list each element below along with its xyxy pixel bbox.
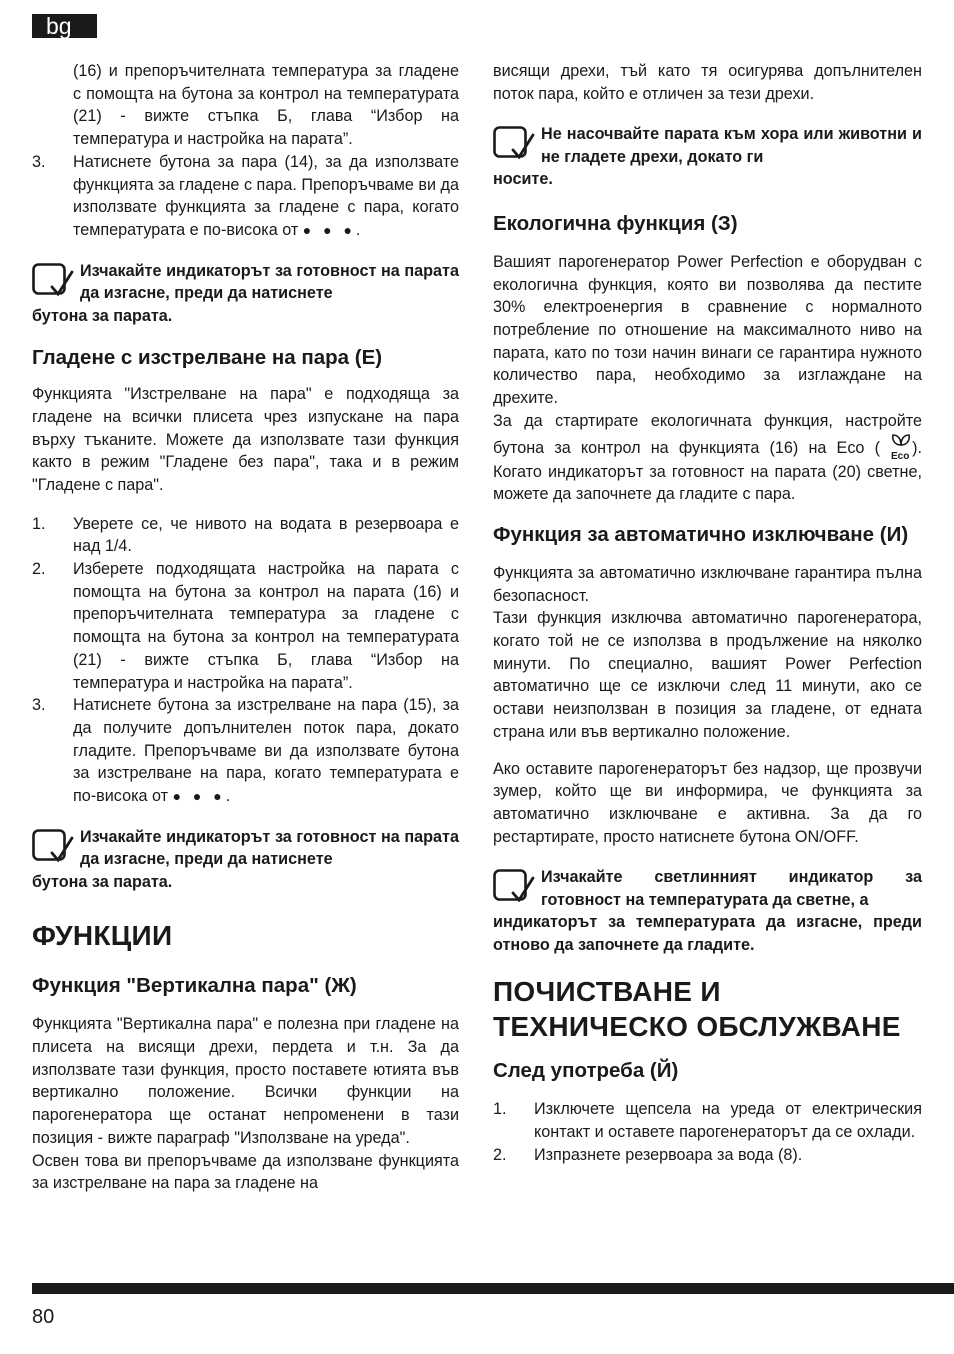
svg-text:Eco: Eco	[891, 450, 910, 461]
note-check-icon	[493, 869, 535, 905]
note-text-cont: бутона за парата.	[32, 306, 173, 325]
list-item-text: Изпразнете резервоара за вода (8).	[534, 1145, 803, 1164]
list-item-text: Уверете се, че нивото на водата в резервоара е над 1/4.	[73, 514, 459, 556]
list-item-text: (16) и препоръчителната температура за гладене с помощта на бутона за контрол на температурата (21) - вижте стъпка Б, глава “Избор на температура и настройка на парата”.	[73, 62, 459, 149]
punctuation: .	[355, 220, 361, 239]
footer-rule	[32, 1283, 954, 1294]
note-check-icon	[32, 263, 74, 299]
list-number: 3.	[32, 152, 46, 171]
language-label: bg	[46, 13, 72, 39]
note-text: Изчакайте индикаторът за готовност на парата да изгасне, преди да натиснете	[80, 261, 459, 303]
note-text-cont: бутона за парата.	[32, 872, 173, 891]
eco-leaf-icon	[890, 433, 912, 461]
paragraph: Функцията "Изстрелване на пара" е подходяща за гладене на всички плисета чрез изпускане на пара върху тъканите. Можете да използвате тази функция както в режим "Гладене без пара", така и в режим "Гладене с пара".	[32, 385, 459, 494]
list-item	[32, 694, 459, 808]
list-item	[32, 513, 459, 558]
paragraph: Ако оставите парогенераторът без надзор, ще прозвучи зумер, който ще ви информира, че функцията за автоматично изключване е активна. За да го рестартирате, просто натиснете бутона ON/OFF.	[493, 759, 922, 846]
note-box	[493, 123, 922, 191]
paragraph: висящи дрехи, тъй като тя осигурява допълнителен поток пара, който е отличен за тези дрехи.	[493, 62, 922, 103]
note-text: Изчакайте светлинният индикатор за готовност на температурата да светне, а	[541, 868, 922, 909]
temperature-dots-icon: ● ● ●	[302, 221, 356, 238]
steam-steps-continued	[32, 60, 459, 242]
list-number: 2.	[493, 1145, 507, 1164]
list-number: 2.	[32, 560, 46, 579]
paragraph: Вашият парогенератор Power Perfection е оборудван с екологична функция, която ви позволява да пестите 30% електроенергия в сравнение с нормалното потребление по отношение на максималното ниво на парата, като по този начин винаги се гарантира нужното количество пара, необходимо за изглаждане на дрехите.	[493, 252, 922, 408]
section-heading: Функция за автоматично изключване (И)	[493, 522, 909, 546]
language-tab	[32, 14, 97, 38]
left-column	[32, 60, 459, 1195]
note-check-icon	[493, 126, 535, 162]
list-number: 1.	[32, 514, 46, 533]
paragraph: Функцията "Вертикална пара" е полезна при гладене на плисета на висящи дрехи, пердета и т.н. За да използвате тази функция, просто поставете ютията във вертикално положение. Всички функции на парогенератора ще останат непроменени в тази позиция - вижте параграф "Използване на уреда".	[32, 1015, 459, 1147]
paragraph: Функцията за автоматично изключване гарантира пълна безопасност.	[493, 563, 922, 605]
list-item	[493, 1144, 922, 1167]
page-number: 80	[32, 1306, 55, 1328]
shot-steps	[32, 513, 459, 808]
note-box	[493, 866, 922, 956]
note-box	[32, 260, 459, 328]
list-item	[32, 60, 459, 151]
paragraph: Тази функция изключва автоматично парогенератора, когато той не се използва в продължение на няколко минути. По специално, вашият Power Perfection автоматично ще се изключи след 11 минути, ако се остави неизползван в позиция за гладене, от едната страна или във вертикално положение.	[493, 609, 922, 741]
note-check-icon	[32, 829, 74, 865]
chapter-heading: ФУНКЦИИ	[32, 920, 173, 952]
list-item-text: Натиснете бутона за изстрелване на пара (15), за да получите допълнителен поток пара, докато гладите. Препоръчваме ви да използвате бутона за изстрелване на пара, когато температурата е по-висока от	[73, 696, 459, 806]
list-item	[493, 1098, 922, 1143]
right-column	[493, 60, 922, 1166]
temperature-dots-icon: ● ● ●	[172, 788, 226, 805]
note-box	[32, 826, 459, 894]
section-heading: Екологична функция (З)	[493, 211, 738, 235]
note-text-cont: индикаторът за температурата да изгасне, преди отново да започнете да гладите.	[493, 913, 922, 954]
paragraph-text: ). Когато индикаторът за готовност на парата (20) светне, можете да започнете да гладите с пара.	[493, 438, 922, 504]
paragraph: Освен това ви препоръчваме да използване функцията за изстрелване на пара за гладене на	[32, 1151, 459, 1193]
note-text-cont: носите.	[493, 170, 553, 189]
paragraph	[493, 410, 922, 506]
note-text: Изчакайте индикаторът за готовност на парата да изгасне, преди да натиснете	[80, 827, 459, 869]
section-heading: След употреба (Й)	[493, 1059, 679, 1083]
chapter-heading: ПОЧИСТВАНЕ И ТЕХНИЧЕСКО ОБСЛУЖВАНЕ	[493, 976, 901, 1043]
list-number: 1.	[493, 1100, 507, 1119]
list-item-text: Изберете подходящата настройка на парата с помощта на бутона за контрол на парата (16) и препоръчителната температура за гладене с помощта на бутона за контрол на температурата (21) - вижте стъпка Б, глава “Избор на температура и настройка на парата”.	[73, 560, 459, 692]
section-heading: Функция "Вертикална пара" (Ж)	[32, 974, 357, 998]
cleaning-steps	[493, 1098, 922, 1166]
paragraph-text: За да стартирате екологичната функция, настройте бутона за контрол на функцията (16) на Eco (	[493, 411, 922, 457]
section-heading: Гладене с изстрелване на пара (E)	[32, 346, 383, 370]
list-number: 3.	[32, 696, 46, 715]
list-item-text: Натиснете бутона за пара (14), за да използвате функцията за гладене с пара. Препоръчваме ви да използвате функцията за гладене с пара, когато температурата е по-висока от	[73, 152, 459, 239]
list-item-text: Изключете щепсела на уреда от електрическия контакт и оставете парогенераторът да се охлади.	[534, 1100, 922, 1142]
note-text: Не насочвайте парата към хора или животни и не гладете дрехи, докато ги	[541, 125, 922, 166]
punctuation: .	[225, 787, 231, 806]
list-item	[32, 151, 459, 242]
list-item	[32, 558, 459, 694]
